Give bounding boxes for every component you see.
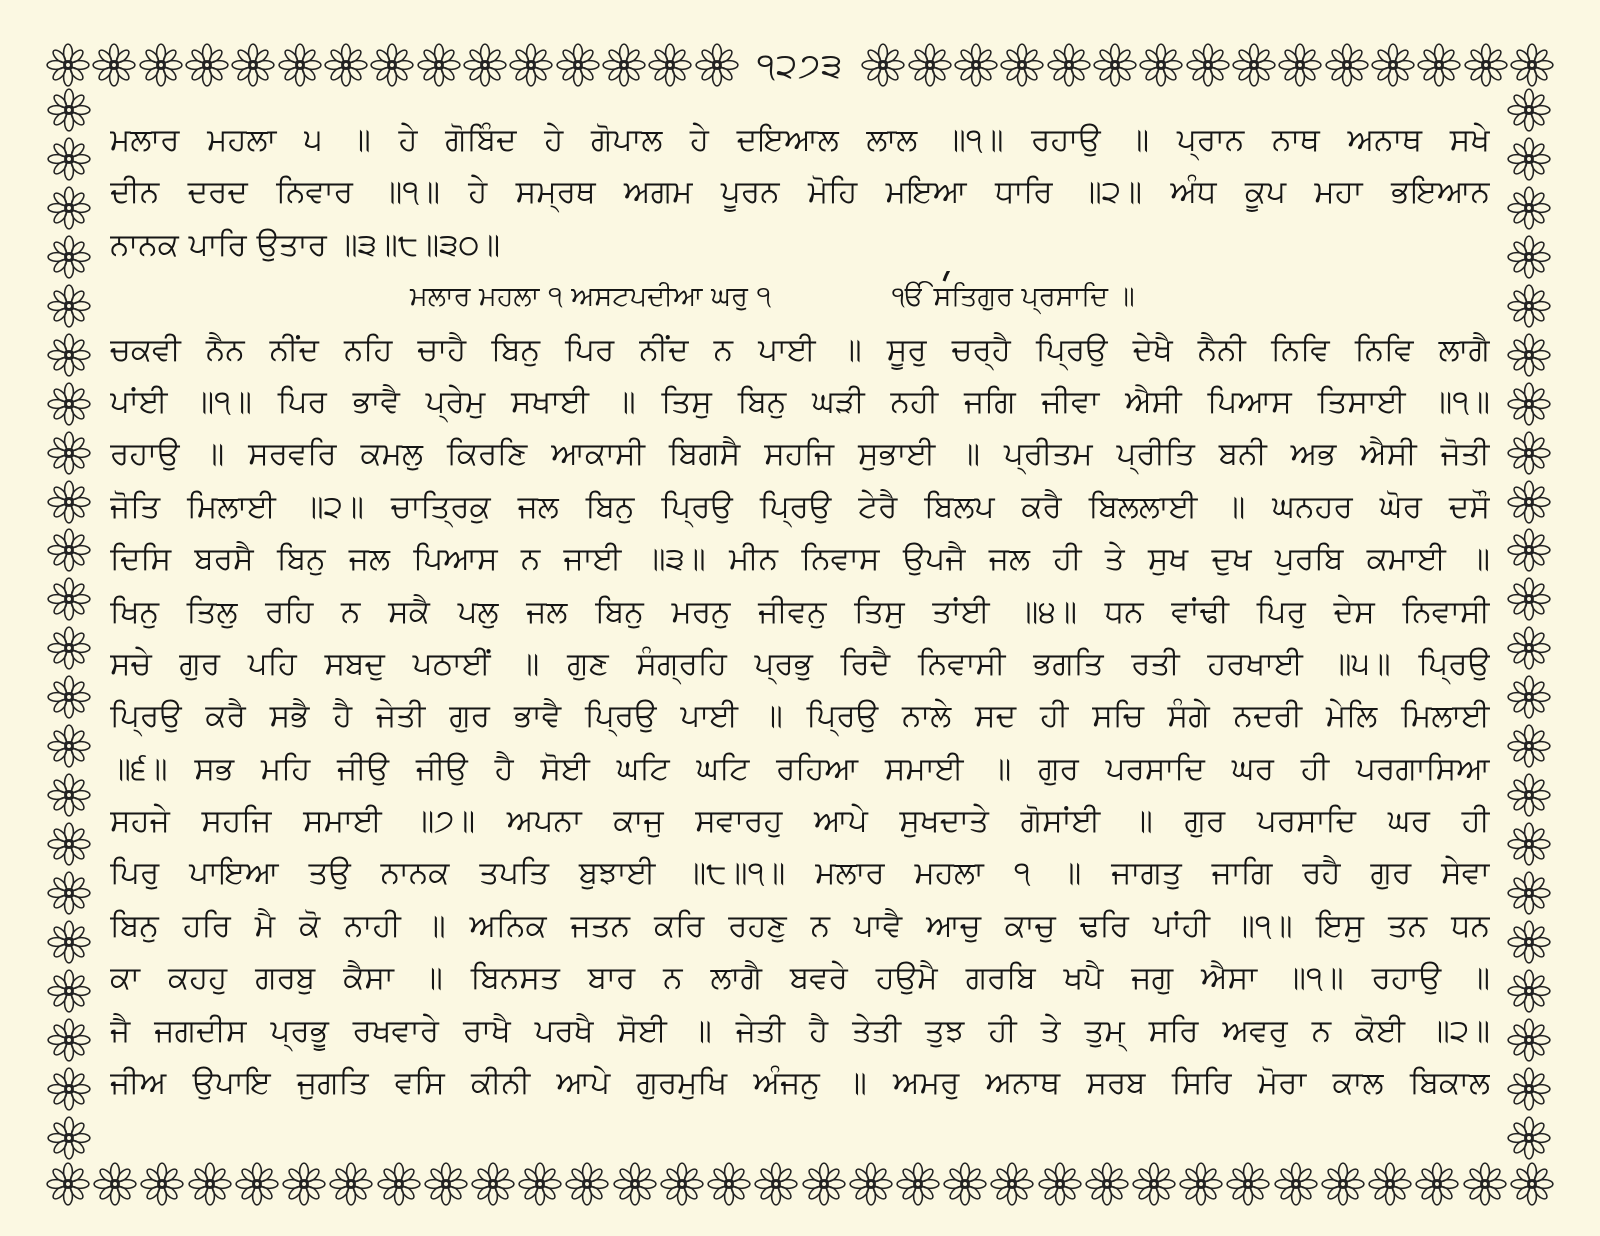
border-right xyxy=(1502,88,1556,1160)
flower-ornament-icon xyxy=(1507,235,1551,279)
flower-ornament-icon xyxy=(1507,1018,1551,1062)
text-line: ਚਕਵੀ ਨੈਨ ਨੀਂਦ ਨਹਿ ਚਾਹੈ ਬਿਨੁ ਪਿਰ ਨੀਂਦ ਨ ਪਾਈ ॥ ਸੂਰੁ ਚਰ੍ਹੈ ਪ੍ਰਿਉ ਦੇਖੈ ਨੈਨੀ ਨਿਵਿ ਨਿਵਿ ਲਾਗੈ xyxy=(110,331,1490,368)
flower-ornament-icon xyxy=(1417,43,1461,87)
flower-ornament-icon xyxy=(943,1162,987,1206)
flower-ornament-icon xyxy=(1321,1162,1365,1206)
flower-ornament-icon xyxy=(1038,1162,1082,1206)
flower-ornament-icon xyxy=(47,675,91,719)
flower-ornament-icon xyxy=(1371,43,1415,87)
flower-ornament-icon xyxy=(46,43,90,87)
flower-ornament-icon xyxy=(1415,1162,1459,1206)
flower-ornament-icon xyxy=(93,1162,137,1206)
flower-ornament-icon xyxy=(46,1162,90,1206)
flower-ornament-icon xyxy=(278,43,322,87)
flower-ornament-icon xyxy=(1139,43,1183,87)
flower-ornament-icon xyxy=(1507,284,1551,328)
flower-ornament-icon xyxy=(47,431,91,475)
flower-ornament-icon xyxy=(47,920,91,964)
flower-ornament-icon xyxy=(92,43,136,87)
flower-ornament-icon xyxy=(282,1162,326,1206)
flower-ornament-icon xyxy=(1507,871,1551,915)
flower-ornament-icon xyxy=(47,382,91,426)
flower-ornament-icon xyxy=(1507,480,1551,524)
text-line: ਪਿਰੁ ਪਾਇਆ ਤਉ ਨਾਨਕ ਤਪਤਿ ਬੁਝਾਈ ॥੮॥੧॥ ਮਲਾਰ ਮਹਲਾ ੧ ॥ ਜਾਗਤੁ ਜਾਗਿ ਰਹੈ ਗੁਰ ਸੇਵਾ xyxy=(110,855,1490,892)
text-line: ਪਾਂਈ ॥੧॥ ਪਿਰ ਭਾਵੈ ਪ੍ਰੇਮੁ ਸਖਾਈ ॥ ਤਿਸੁ ਬਿਨੁ ਘੜੀ ਨਹੀ ਜਗਿ ਜੀਵਾ ਐਸੀ ਪਿਆਸ ਤਿਸਾਈ ॥੧॥ xyxy=(110,383,1490,420)
flower-ornament-icon xyxy=(47,186,91,230)
flower-ornament-icon xyxy=(47,480,91,524)
flower-ornament-icon xyxy=(509,43,553,87)
flower-ornament-icon xyxy=(47,284,91,328)
flower-ornament-icon xyxy=(424,1162,468,1206)
flower-ornament-icon xyxy=(1507,969,1551,1013)
text-line: ਨਾਨਕ ਪਾਰਿ ਉਤਾਰ ॥੩॥੮॥੩੦॥ xyxy=(110,226,501,263)
flower-ornament-icon xyxy=(47,528,91,572)
flower-ornament-icon xyxy=(47,724,91,768)
flower-ornament-icon xyxy=(1507,1067,1551,1111)
text-line: ਬਿਨੁ ਹਰਿ ਮੈ ਕੋ ਨਾਹੀ ॥ ਅਨਿਕ ਜਤਨ ਕਰਿ ਰਹਣੁ ਨ ਪਾਵੈ ਆਚੁ ਕਾਚੁ ਢਰਿ ਪਾਂਹੀ ॥੧॥ ਇਸੁ ਤਨ ਧਨ xyxy=(110,907,1490,944)
flower-ornament-icon xyxy=(1085,1162,1129,1206)
flower-ornament-icon xyxy=(47,1067,91,1111)
text-line: ਜੀਅ ਉਪਾਇ ਜੁਗਤਿ ਵਸਿ ਕੀਨੀ ਆਪੇ ਗੁਰਮੁਖਿ ਅੰਜਨੁ ॥ ਅਮਰੁ ਅਨਾਥ ਸਰਬ ਸਿਰਿ ਮੋਰਾ ਕਾਲ ਬਿਕਾਲ xyxy=(110,1065,1490,1102)
flower-ornament-icon xyxy=(565,1162,609,1206)
text-line: ਰਹਾਉ ॥ ਸਰਵਰਿ ਕਮਲੁ ਕਿਰਣਿ ਆਕਾਸੀ ਬਿਗਸੈ ਸਹਜਿ ਸੁਭਾਈ ॥ ਪ੍ਰੀਤਮ ਪ੍ਰੀਤਿ ਬਨੀ ਅਭ ਐਸੀ ਜੋਤੀ xyxy=(110,436,1490,473)
flower-ornament-icon xyxy=(1507,822,1551,866)
flower-ornament-icon xyxy=(754,1162,798,1206)
flower-ornament-icon xyxy=(1093,43,1137,87)
flower-ornament-icon xyxy=(1507,382,1551,426)
flower-ornament-icon xyxy=(1507,186,1551,230)
flower-ornament-icon xyxy=(47,969,91,1013)
text-line: ਜੈ ਜਗਦੀਸ ਪ੍ਰਭੂ ਰਖਵਾਰੇ ਰਾਖੈ ਪਰਖੈ ਸੋਈ ॥ ਜੇਤੀ ਹੈ ਤੇਤੀ ਤੁਝ ਹੀ ਤੇ ਤੁਮ੍ ਸਰਿ ਅਵਰੁ ਨ ਕੋਈ ॥੨॥ xyxy=(110,1012,1490,1049)
flower-ornament-icon xyxy=(1274,1162,1318,1206)
flower-ornament-icon xyxy=(47,773,91,817)
flower-ornament-icon xyxy=(47,1116,91,1160)
flower-ornament-icon xyxy=(896,1162,940,1206)
flower-ornament-icon xyxy=(1507,920,1551,964)
flower-ornament-icon xyxy=(47,577,91,621)
flower-ornament-icon xyxy=(1507,1116,1551,1160)
flower-ornament-icon xyxy=(417,43,461,87)
flower-ornament-icon xyxy=(1232,43,1276,87)
section-heading xyxy=(110,271,1490,323)
flower-ornament-icon xyxy=(849,1162,893,1206)
flower-ornament-icon xyxy=(140,1162,184,1206)
text-line: ਸਹਜੇ ਸਹਜਿ ਸਮਾਈ ॥੭॥ ਅਪਨਾ ਕਾਜੁ ਸਵਾਰਹੁ ਆਪੇ ਸੁਖਦਾਤੇ ਗੋਸਾਂਈ ॥ ਗੁਰ ਪਰਸਾਦਿ ਘਰ ਹੀ xyxy=(110,803,1490,840)
flower-ornament-icon xyxy=(1000,43,1044,87)
flower-ornament-icon xyxy=(518,1162,562,1206)
page-number: ੧੨੭੩ xyxy=(756,46,844,86)
text-line: ਖਿਨੁ ਤਿਲੁ ਰਹਿ ਨ ਸਕੈ ਪਲੁ ਜਲ ਬਿਨੁ ਮਰਨੁ ਜੀਵਨੁ ਤਿਸੁ ਤਾਂਈ ॥੪॥ ਧਨ ਵਾਂਢੀ ਪਿਰੁ ਦੇਸ ਨਿਵਾਸੀ xyxy=(110,593,1490,630)
heading-raag: ਮਲਾਰ ਮਹਲਾ ੧ ਅਸਟਪਦੀਆ ਘਰੁ ੧ xyxy=(410,281,772,313)
flower-ornament-icon xyxy=(1179,1162,1223,1206)
flower-ornament-icon xyxy=(1507,431,1551,475)
flower-ornament-icon xyxy=(1325,43,1369,87)
flower-ornament-icon xyxy=(1368,1162,1412,1206)
flower-ornament-icon xyxy=(908,43,952,87)
flower-ornament-icon xyxy=(1510,1162,1554,1206)
flower-ornament-icon xyxy=(1226,1162,1270,1206)
flower-ornament-icon xyxy=(602,43,646,87)
flower-ornament-icon xyxy=(377,1162,421,1206)
flower-ornament-icon xyxy=(231,43,275,87)
flower-ornament-icon xyxy=(1463,1162,1507,1206)
flower-ornament-icon xyxy=(47,88,91,132)
flower-ornament-icon xyxy=(1132,1162,1176,1206)
flower-ornament-icon xyxy=(648,43,692,87)
text-line: ਕਾ ਕਹਹੁ ਗਰਬੁ ਕੈਸਾ ॥ ਬਿਨਸਤ ਬਾਰ ਨ ਲਾਗੈ ਬਵਰੇ ਹਉਮੈ ਗਰਬਿ ਖਪੈ ਜਗੁ ਐਸਾ ॥੧॥ ਰਹਾਉ ॥ xyxy=(110,960,1490,997)
flower-ornament-icon xyxy=(235,1162,279,1206)
flower-ornament-icon xyxy=(370,43,414,87)
text-line: ਦੀਨ ਦਰਦ ਨਿਵਾਰ ॥੧॥ ਹੇ ਸਮ੍ਰਥ ਅਗਮ ਪੂਰਨ ਮੋਹਿ ਮਇਆ ਧਾਰਿ ॥੨॥ ਅੰਧ ਕੂਪ ਮਹਾ ਭਇਆਨ xyxy=(110,174,1490,211)
flower-ornament-icon xyxy=(1507,675,1551,719)
flower-ornament-icon xyxy=(47,333,91,377)
flower-ornament-icon xyxy=(47,871,91,915)
flower-ornament-icon xyxy=(463,43,507,87)
flower-ornament-icon xyxy=(1507,88,1551,132)
flower-ornament-icon xyxy=(47,235,91,279)
flower-ornament-icon xyxy=(954,43,998,87)
flower-ornament-icon xyxy=(1507,724,1551,768)
flower-ornament-icon xyxy=(1278,43,1322,87)
flower-ornament-icon xyxy=(47,1018,91,1062)
flower-ornament-icon xyxy=(139,43,183,87)
flower-ornament-icon xyxy=(1507,528,1551,572)
heading-mool-mantar: ੴ ਸਤਿਗੁਰ ਪ੍ਰਸਾਦਿ ॥ xyxy=(892,281,1135,313)
flower-ornament-icon xyxy=(471,1162,515,1206)
flower-ornament-icon xyxy=(188,1162,232,1206)
text-line: ॥੬॥ ਸਭ ਮਹਿ ਜੀਉ ਜੀਉ ਹੈ ਸੋਈ ਘਟਿ ਘਟਿ ਰਹਿਆ ਸਮਾਈ ॥ ਗੁਰ ਪਰਸਾਦਿ ਘਰ ਹੀ ਪਰਗਾਸਿਆ xyxy=(110,750,1490,787)
flower-ornament-icon xyxy=(990,1162,1034,1206)
flower-ornament-icon xyxy=(802,1162,846,1206)
flower-ornament-icon xyxy=(613,1162,657,1206)
flower-ornament-icon xyxy=(556,43,600,87)
text-block xyxy=(110,114,1490,1109)
text-line: ਜੋਤਿ ਮਿਲਾਈ ॥੨॥ ਚਾਤ੍ਰਿਕੁ ਜਲ ਬਿਨੁ ਪ੍ਰਿਉ ਪ੍ਰਿਉ ਟੇਰੈ ਬਿਲਪ ਕਰੈ ਬਿਲਲਾਈ ॥ ਘਨਹਰ ਘੋਰ ਦਸੌ xyxy=(110,488,1490,525)
flower-ornament-icon xyxy=(1507,773,1551,817)
flower-ornament-icon xyxy=(324,43,368,87)
flower-ornament-icon xyxy=(47,137,91,181)
flower-ornament-icon xyxy=(861,43,905,87)
flower-ornament-icon xyxy=(47,822,91,866)
flower-ornament-icon xyxy=(1507,137,1551,181)
border-left xyxy=(42,88,96,1160)
flower-ornament-icon xyxy=(660,1162,704,1206)
flower-ornament-icon xyxy=(707,1162,751,1206)
flower-ornament-icon xyxy=(1510,43,1554,87)
flower-ornament-icon xyxy=(185,43,229,87)
text-line: ਪ੍ਰਿਉ ਕਰੈ ਸਭੈ ਹੈ ਜੇਤੀ ਗੁਰ ਭਾਵੈ ਪ੍ਰਿਉ ਪਾਈ ॥ ਪ੍ਰਿਉ ਨਾਲੇ ਸਦ ਹੀ ਸਚਿ ਸੰਗੇ ਨਦਰੀ ਮੇਲਿ ਮਿਲਾਈ xyxy=(110,698,1490,735)
text-line: ਮਲਾਰ ਮਹਲਾ ੫ ॥ ਹੇ ਗੋਬਿੰਦ ਹੇ ਗੋਪਾਲ ਹੇ ਦਇਆਲ ਲਾਲ ॥੧॥ ਰਹਾਉ ॥ ਪ੍ਰਾਨ ਨਾਥ ਅਨਾਥ ਸਖੇ xyxy=(110,122,1490,158)
flower-ornament-icon xyxy=(1507,577,1551,621)
flower-ornament-icon xyxy=(1507,333,1551,377)
text-line: ਦਿਸਿ ਬਰਸੈ ਬਿਨੁ ਜਲ ਪਿਆਸ ਨ ਜਾਈ ॥੩॥ ਮੀਨ ਨਿਵਾਸ ਉਪਜੈ ਜਲ ਹੀ ਤੇ ਸੁਖ ਦੁਖ ਪੁਰਬਿ ਕਮਾਈ ॥ xyxy=(110,541,1490,578)
flower-ornament-icon xyxy=(695,43,739,87)
flower-ornament-icon xyxy=(1186,43,1230,87)
flower-ornament-icon xyxy=(1507,626,1551,670)
text-line: ਸਚੇ ਗੁਰ ਪਹਿ ਸਬਦੁ ਪਠਾਈਂ ॥ ਗੁਣ ਸੰਗ੍ਰਹਿ ਪ੍ਰਭੁ ਰਿਦੈ ਨਿਵਾਸੀ ਭਗਤਿ ਰਤੀ ਹਰਖਾਈ ॥੫॥ ਪ੍ਰਿਉ xyxy=(110,645,1490,682)
flower-ornament-icon xyxy=(329,1162,373,1206)
flower-ornament-icon xyxy=(1047,43,1091,87)
flower-ornament-icon xyxy=(1464,43,1508,87)
flower-ornament-icon xyxy=(47,626,91,670)
border-bottom xyxy=(46,1158,1554,1210)
